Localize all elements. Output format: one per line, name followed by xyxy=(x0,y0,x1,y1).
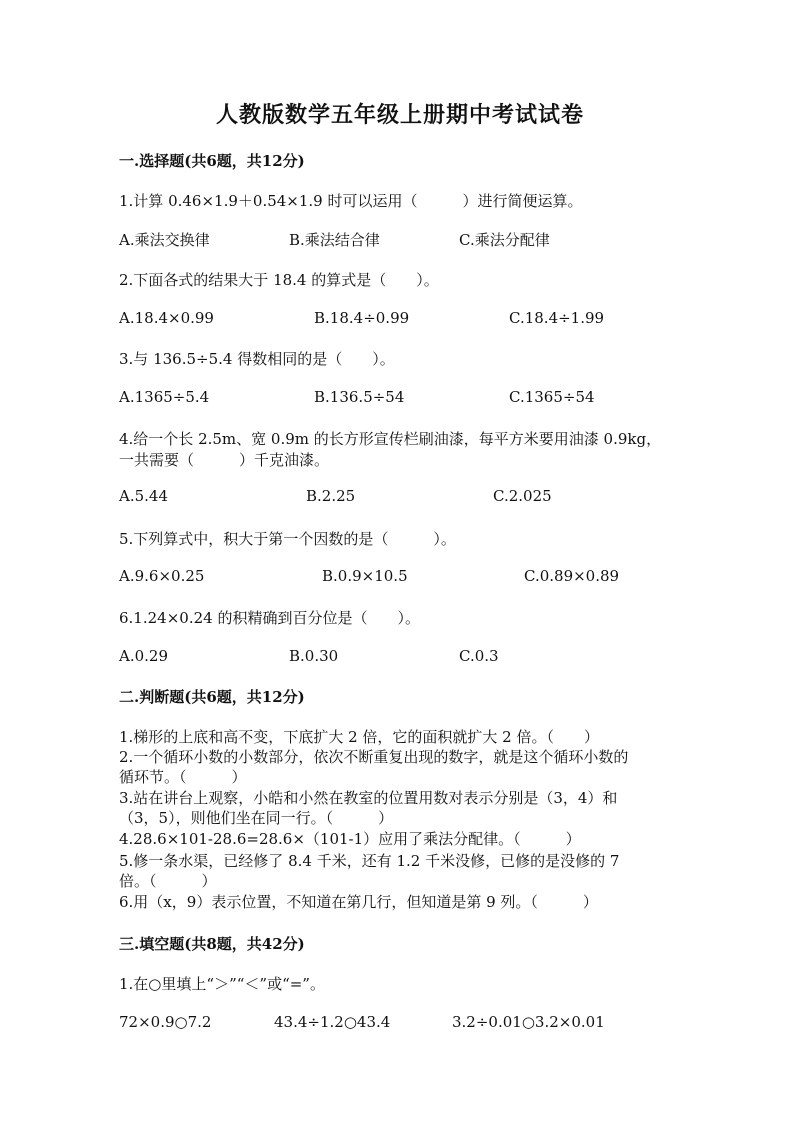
section-heading-fill-in: 三.填空题(共8题，共42分) xyxy=(119,935,305,953)
question-5-option-a: A.9.6×0.25 xyxy=(119,567,205,585)
tf-line-4: 3.站在讲台上观察，小皓和小然在教室的位置用数对表示分别是（3，4）和 xyxy=(119,789,618,807)
question-4-option-b: B.2.25 xyxy=(306,487,356,505)
question-3-option-c: C.1365÷54 xyxy=(509,388,595,406)
section-heading-true-false: 二.判断题(共6题，共12分) xyxy=(119,688,305,706)
tf-line-8: 倍。（ ） xyxy=(119,872,217,890)
section-heading-choice: 一.选择题(共6题，共12分) xyxy=(119,152,305,170)
tf-line-2: 2.一个循环小数的小数部分，依次不断重复出现的数字，就是这个循环小数的 xyxy=(119,748,629,766)
question-6-text: 6.1.24×0.24 的积精确到百分位是（ ）。 xyxy=(119,609,420,627)
question-5-option-b: B.0.9×10.5 xyxy=(322,567,408,585)
tf-line-6: 4.28.6×101-28.6=28.6×（101-1）应用了乘法分配律。（ ） xyxy=(119,830,581,848)
tf-line-9: 6.用（x，9）表示位置，不知道在第几行，但知道是第 9 列。（ ） xyxy=(119,893,598,911)
question-5-option-c: C.0.89×0.89 xyxy=(524,567,620,585)
question-2-option-c: C.18.4÷1.99 xyxy=(509,309,605,327)
tf-line-1: 1.梯形的上底和高不变，下底扩大 2 倍，它的面积就扩大 2 倍。（ ） xyxy=(119,728,599,746)
fill-question-1-item-2: 43.4÷1.2○43.4 xyxy=(274,1013,391,1031)
question-1-option-c: C.乘法分配律 xyxy=(459,231,550,249)
question-5-text: 5.下列算式中，积大于第一个因数的是（ ）。 xyxy=(119,530,456,548)
tf-line-3: 循环节。（ ） xyxy=(119,768,247,786)
question-3-option-a: A.1365÷5.4 xyxy=(119,388,210,406)
page-title: 人教版数学五年级上册期中考试试卷 xyxy=(215,102,584,128)
question-4-text-line-1: 4.给一个长 2.5m、宽 0.9m 的长方形宣传栏刷油漆，每平方米要用油漆 0.9kg， xyxy=(119,430,662,448)
question-1-option-b: B.乘法结合律 xyxy=(289,231,380,249)
question-2-text: 2.下面各式的结果大于 18.4 的算式是（ ）。 xyxy=(119,271,439,289)
question-1-text: 1.计算 0.46×1.9＋0.54×1.9 时可以运用（ ）进行简便运算。 xyxy=(119,192,583,210)
question-4-text-line-2: 一共需要（ ）千克油漆。 xyxy=(119,451,330,469)
question-3-option-b: B.136.5÷54 xyxy=(314,388,405,406)
question-4-option-a: A.5.44 xyxy=(119,487,168,505)
question-1-option-a: A.乘法交换律 xyxy=(119,231,210,249)
question-2-option-a: A.18.4×0.99 xyxy=(119,309,214,327)
fill-question-1-item-1: 72×0.9○7.2 xyxy=(119,1013,212,1031)
question-6-option-a: A.0.29 xyxy=(119,647,168,665)
fill-question-1-item-3: 3.2÷0.01○3.2×0.01 xyxy=(452,1013,605,1031)
question-4-option-c: C.2.025 xyxy=(493,487,552,505)
question-6-option-b: B.0.30 xyxy=(289,647,339,665)
question-6-option-c: C.0.3 xyxy=(459,647,499,665)
question-3-text: 3.与 136.5÷5.4 得数相同的是（ ）。 xyxy=(119,350,395,368)
tf-line-7: 5.修一条水渠，已经修了 8.4 千米，还有 1.2 千米没修，已修的是没修的 7 xyxy=(119,852,620,870)
question-2-option-b: B.18.4÷0.99 xyxy=(314,309,410,327)
tf-line-5: （3，5），则他们坐在同一行。（ ） xyxy=(119,809,394,827)
fill-question-1-text: 1.在○里填上“＞”“＜”或“=”。 xyxy=(119,975,325,993)
